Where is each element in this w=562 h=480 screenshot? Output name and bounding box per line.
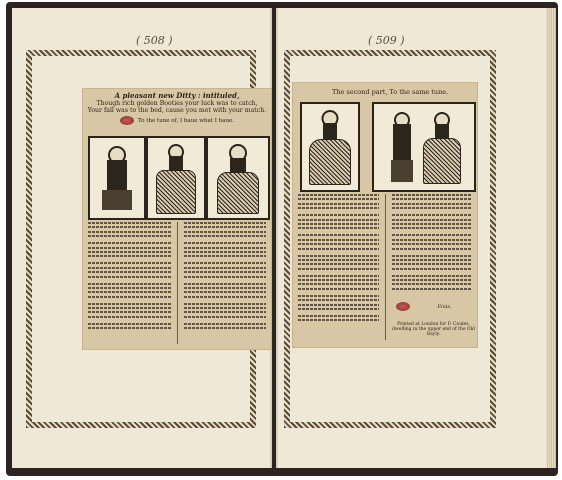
left-page bbox=[12, 8, 272, 468]
book-spread bbox=[6, 2, 558, 476]
verse-column-1 bbox=[88, 222, 171, 344]
verse-column-3 bbox=[298, 194, 379, 340]
verse-text-left bbox=[88, 222, 266, 344]
seal-stamp-icon bbox=[120, 116, 134, 125]
verse-column-2 bbox=[184, 222, 267, 344]
woodcut-lady-1 bbox=[146, 136, 206, 220]
ballad-title: A pleasant new Ditty : intituled, bbox=[114, 91, 240, 100]
verse-text-right bbox=[298, 194, 475, 340]
page-number-right: ( 509 ) bbox=[368, 34, 405, 47]
ballad-subtitle-line-2: Your fall was to the bed, cause you met with your match. bbox=[87, 107, 267, 115]
verse-column-4 bbox=[392, 194, 473, 340]
woodcut-couple bbox=[372, 102, 476, 192]
woodcut-lady-3 bbox=[300, 102, 360, 192]
ballad-sheet-left bbox=[82, 88, 272, 350]
ballad-sheet-right bbox=[292, 82, 478, 348]
ballad-heading bbox=[82, 92, 272, 125]
second-part-heading: The second part, To the same tune. bbox=[332, 88, 449, 96]
tune-line bbox=[82, 116, 272, 125]
finis-text: Finis. bbox=[437, 304, 452, 310]
tune-text: To the tune of, I haue what I haue. bbox=[137, 117, 235, 124]
ballad-subtitle-line-1: Though rich golden Booties your luck was to catch, bbox=[96, 100, 258, 108]
woodcut-lady-2 bbox=[206, 136, 270, 220]
woodcut-gentleman bbox=[88, 136, 146, 220]
seal-stamp-icon bbox=[396, 302, 410, 311]
printer-imprint: Printed at London for F. Coules, dwelling in the upper end of the Old Bayly. bbox=[392, 322, 475, 337]
right-page bbox=[276, 8, 546, 468]
page-number-left: ( 508 ) bbox=[136, 34, 173, 47]
